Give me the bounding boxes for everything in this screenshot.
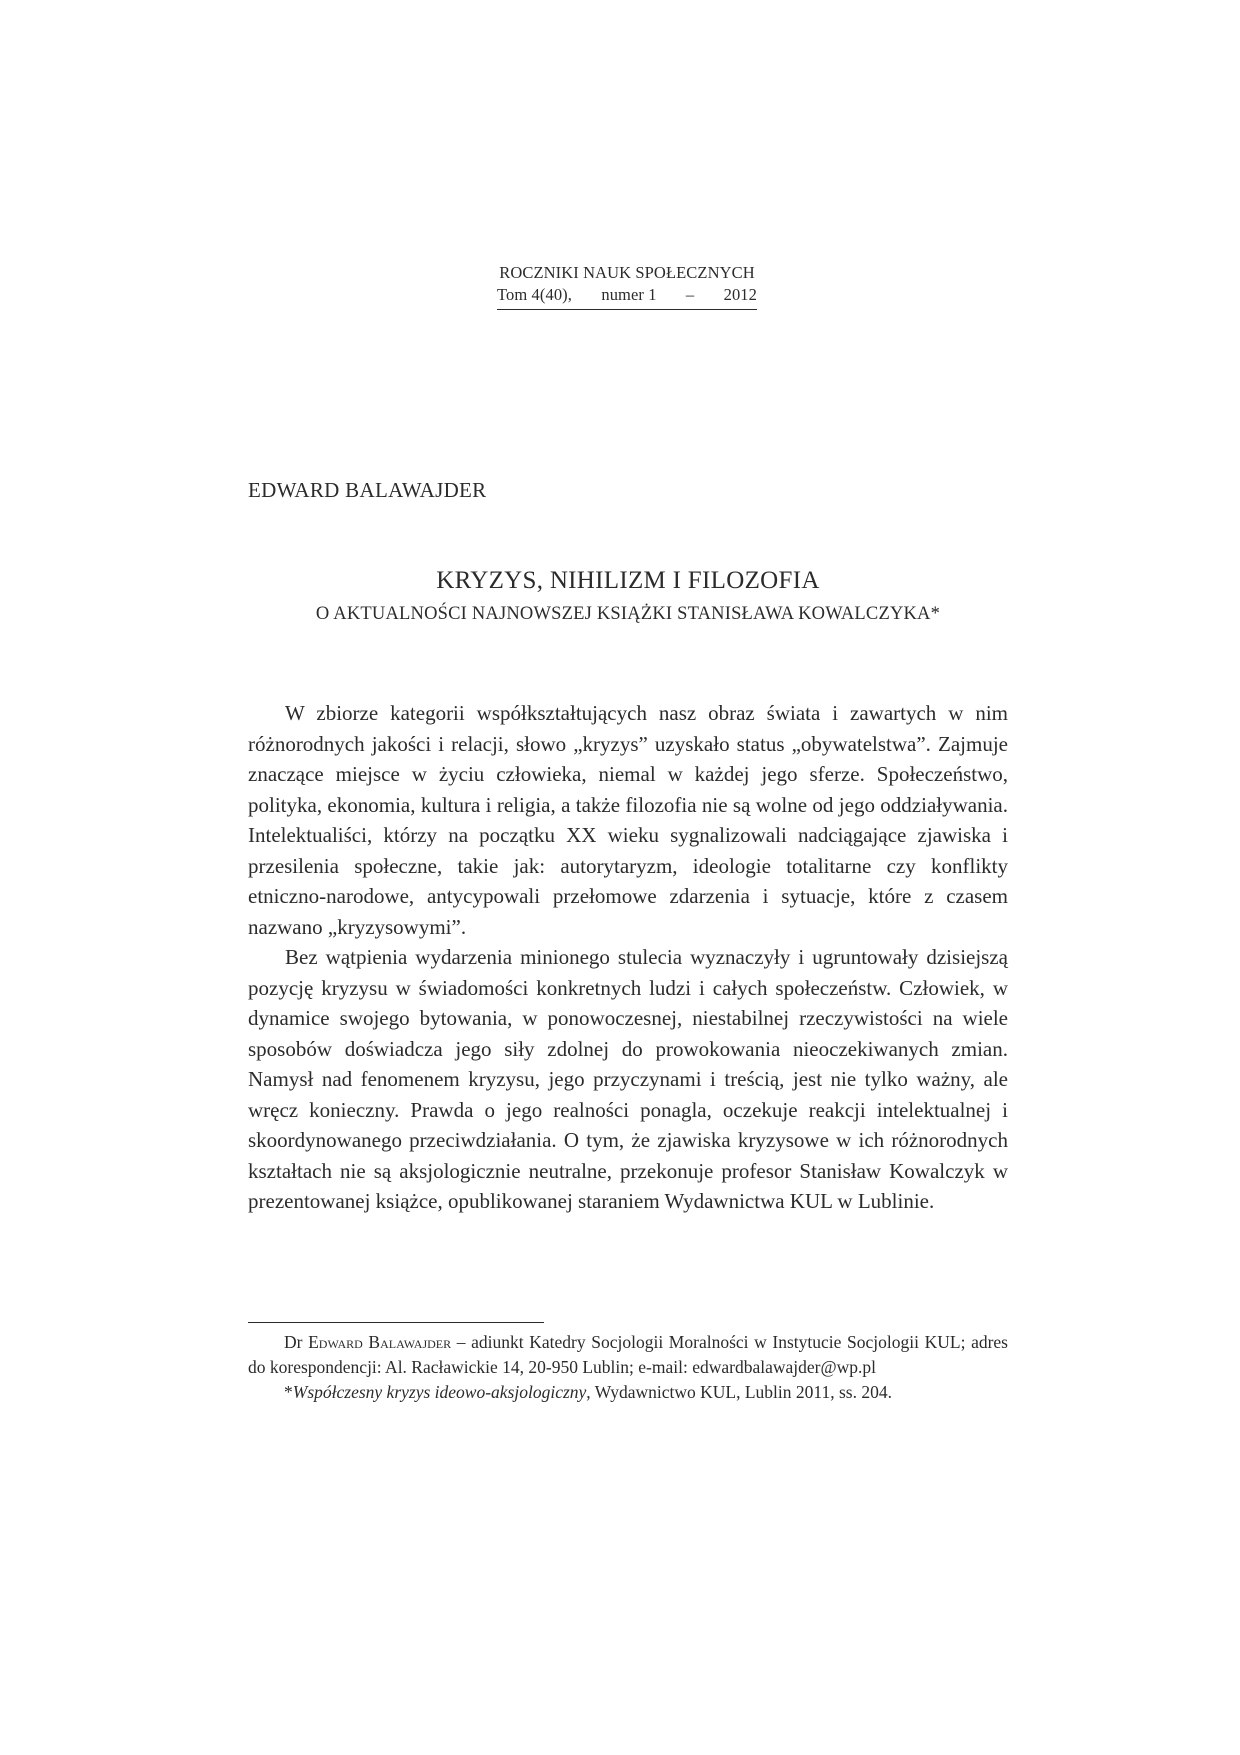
journal-issue-line — [497, 284, 757, 310]
journal-year: 2012 — [723, 285, 757, 304]
footnote-book-title: Współczesny kryzys ideowo-aksjologiczny — [292, 1382, 587, 1402]
footnote-author — [248, 1330, 1008, 1380]
footnote-marker: * — [284, 1382, 293, 1402]
footnotes — [248, 1330, 1008, 1405]
journal-header — [497, 262, 757, 310]
journal-number: numer 1 — [601, 285, 657, 304]
body-paragraph: W zbiorze kategorii współkształtujących nasz obraz świata i zawartych w nim różnorodnych jakości i relacji, słowo „kryzys” uzyskało status „obywatelstwa”. Zajmuje znaczące miejsce w życiu człowieka, niemal w każdej jego sferze. Społeczeństwo, polityka, ekonomia, kultura i religia, a także filozofia nie są wolne od jego oddziaływania. Intelektualiści, którzy na początku XX wieku sygnalizowali nadciągające zjawiska i przesilenia społeczne, takie jak: autorytaryzm, ideologie totalitarne czy konflikty etniczno-narodowe, antycypowali przełomowe zdarzenia i sytuacje, które z czasem nazwano „kryzysowymi”. — [248, 701, 1008, 939]
footnote-author-prefix: Dr — [284, 1332, 309, 1352]
body-paragraph: Bez wątpienia wydarzenia minionego stulecia wyznaczyły i ugruntowały dzisiejszą pozycję kryzysu w świadomości konkretnych ludzi i całych społeczeństw. Człowiek, w dynamice swojego bytowania, w ponowoczesnej, niestabilnej rzeczywistości na wiele sposobów doświadcza jego siły zdolnej do prowokowania nieoczekiwanych zmian. Namysł nad fenomenem kryzysu, jego przyczynami i treścią, jest nie tylko ważny, ale wręcz konieczny. Prawda o jego realności ponagla, oczekuje reakcji intelektualnej i skoordynowanego przeciwdziałania. O tym, że zjawiska kryzysowe w ich różnorodnych kształtach nie są aksjologicznie neutralne, przekonuje profesor Stanisław Kowalczyk w prezentowanej książce, opublikowanej staraniem Wydawnictwa KUL w Lublinie. — [248, 945, 1008, 1213]
article-author: EDWARD BALAWAJDER — [248, 478, 487, 502]
journal-dash: – — [685, 285, 695, 304]
footnote-book — [248, 1380, 1008, 1405]
footnote-divider — [248, 1322, 544, 1323]
journal-volume: Tom 4(40), — [497, 285, 573, 304]
footnote-author-text: – adiunkt Katedry Socjologii Moralności w Instytucie Socjologii KUL; adres do korespondencji: Al. Racławickie 14, 20-950 Lublin; e-mail: edwardbalawajder@wp.pl — [248, 1332, 1008, 1377]
footnote-author-name: Edward Balawajder — [308, 1332, 452, 1352]
journal-name: ROCZNIKI NAUK SPOŁECZNYCH — [499, 263, 755, 282]
article-subtitle: O AKTUALNOŚCI NAJNOWSZEJ KSIĄŻKI STANISŁAWA KOWALCZYKA* — [315, 604, 941, 624]
footnote-book-text: , Wydawnictwo KUL, Lublin 2011, ss. 204. — [586, 1382, 892, 1402]
article-body — [248, 698, 1008, 1217]
article-title: KRYZYS, NIHILIZM I FILOZOFIA — [436, 567, 820, 594]
